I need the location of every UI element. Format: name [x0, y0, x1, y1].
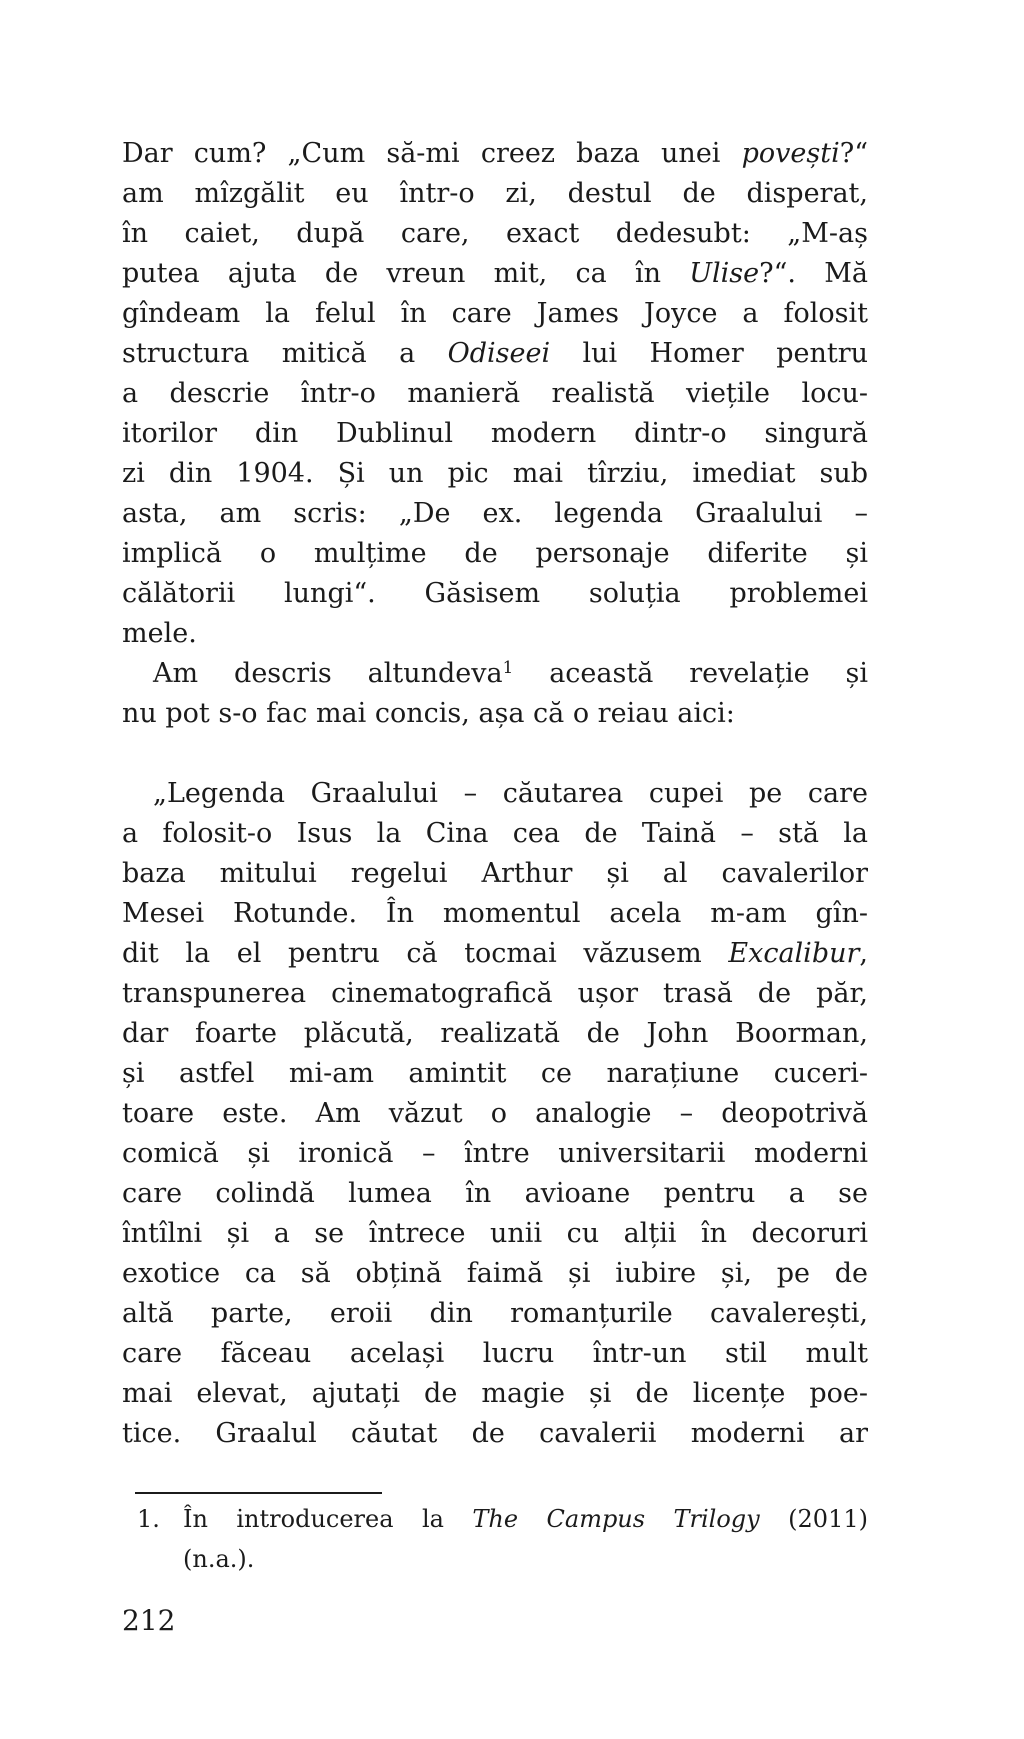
- text-segment: în caiet, după care, exact dedesubt: „M-aș: [122, 218, 868, 249]
- text-segment: care făceau același lucru într-un stil mult: [122, 1338, 868, 1369]
- text-segment: tice. Graalul căutat de cavalerii moderni ar: [122, 1418, 868, 1449]
- text-segment: comică și ironică – între universitarii moderni: [122, 1138, 868, 1169]
- text-segment: În introducerea la: [183, 1505, 473, 1533]
- text-line: [122, 1174, 868, 1214]
- text-line: [122, 694, 868, 734]
- text-segment: Dar cum? „Cum să-mi creez baza unei: [122, 138, 742, 169]
- paragraph-spacer: [122, 734, 868, 774]
- text-segment: și astfel mi-am amintit ce narațiune cuceri-: [122, 1058, 868, 1089]
- page-number: 212: [122, 1604, 176, 1637]
- text-segment: toare este. Am văzut o analogie – deopotrivă: [122, 1098, 868, 1129]
- text-line: [122, 1094, 868, 1134]
- text-segment: ?“. Mă: [759, 258, 868, 289]
- italic-text: povești: [741, 138, 840, 169]
- text-line: [122, 1414, 868, 1454]
- text-line: [122, 854, 868, 894]
- italic-text: Ulise: [689, 258, 760, 289]
- text-segment: dit la el pentru că tocmai văzusem: [122, 938, 729, 969]
- text-line: [122, 494, 868, 534]
- text-segment: călătorii lungi“. Găsisem soluția problemei: [122, 578, 868, 609]
- text-line: [122, 334, 868, 374]
- footnote-reference-superscript: 1: [502, 656, 514, 677]
- text-line: [122, 1134, 868, 1174]
- text-segment: mele.: [122, 618, 197, 649]
- text-line: [122, 1294, 868, 1334]
- text-line: [122, 1054, 868, 1094]
- text-line: [122, 454, 868, 494]
- text-line: [122, 934, 868, 974]
- text-segment: întîlni și a se întrece unii cu alții în decoruri: [122, 1218, 868, 1249]
- text-segment: zi din 1904. Și un pic mai tîrziu, imediat sub: [122, 458, 868, 489]
- text-segment: ,: [859, 938, 868, 969]
- text-segment: asta, am scris: „De ex. legenda Graalului –: [122, 498, 868, 529]
- text-segment: această revelație și: [513, 658, 868, 689]
- text-segment: lui Homer pentru: [550, 338, 868, 369]
- text-line: [122, 894, 868, 934]
- text-line: [122, 774, 868, 814]
- text-segment: Mesei Rotunde. În momentul acela m-am gîn-: [122, 898, 868, 929]
- text-segment: itorilor din Dublinul modern dintr-o singură: [122, 418, 868, 449]
- footnote-separator-rule: [135, 1492, 382, 1494]
- text-segment: transpunerea cinematografică ușor trasă de păr,: [122, 978, 868, 1009]
- text-segment: dar foarte plăcută, realizată de John Boorman,: [122, 1018, 868, 1049]
- text-line: [122, 374, 868, 414]
- text-line: [122, 1214, 868, 1254]
- text-line: [122, 1014, 868, 1054]
- text-line: [122, 174, 868, 214]
- body-text-block: [122, 134, 868, 1454]
- text-line: [122, 1374, 868, 1414]
- text-line: [122, 814, 868, 854]
- text-segment: nu pot s-o fac mai concis, așa că o reiau aici:: [122, 698, 735, 729]
- italic-text: Odiseei: [447, 338, 551, 369]
- text-segment: (n.a.).: [183, 1545, 255, 1573]
- text-segment: „Legenda Graalului – căutarea cupei pe care: [153, 778, 868, 809]
- text-line: [122, 134, 868, 174]
- text-segment: structura mitică a: [122, 338, 448, 369]
- footnote-line: [137, 1539, 868, 1579]
- italic-text: The Campus Trilogy: [472, 1505, 760, 1533]
- text-segment: a folosit-o Isus la Cina cea de Taină – stă la: [122, 818, 868, 849]
- text-line: [122, 214, 868, 254]
- italic-text: Excalibur: [728, 938, 860, 969]
- text-segment: a descrie într-o manieră realistă viețile locu-: [122, 378, 868, 409]
- text-line: [122, 254, 868, 294]
- text-segment: gîndeam la felul în care James Joyce a folosit: [122, 298, 868, 329]
- text-segment: baza mitului regelui Arthur și al cavalerilor: [122, 858, 868, 889]
- text-segment: altă parte, eroii din romanțurile cavalerești,: [122, 1298, 868, 1329]
- footnote-line: [137, 1499, 868, 1539]
- text-line: [122, 654, 868, 694]
- text-segment: mai elevat, ajutați de magie și de licențe poe-: [122, 1378, 868, 1409]
- text-line: [122, 1254, 868, 1294]
- text-line: [122, 574, 868, 614]
- footnote-number: 1.: [137, 1505, 160, 1533]
- text-line: [122, 534, 868, 574]
- text-line: [122, 614, 868, 654]
- text-line: [122, 974, 868, 1014]
- text-segment: care colindă lumea în avioane pentru a se: [122, 1178, 868, 1209]
- text-segment: exotice ca să obțină faimă și iubire și, pe de: [122, 1258, 868, 1289]
- text-segment: (2011): [759, 1505, 868, 1533]
- text-line: [122, 414, 868, 454]
- text-line: [122, 1334, 868, 1374]
- text-segment: Am descris altundeva: [153, 658, 503, 689]
- text-segment: putea ajuta de vreun mit, ca în: [122, 258, 690, 289]
- text-segment: implică o mulțime de personaje diferite și: [122, 538, 868, 569]
- text-segment: ?“: [839, 138, 868, 169]
- footnote: [137, 1499, 868, 1579]
- text-line: [122, 294, 868, 334]
- text-segment: am mîzgălit eu într-o zi, destul de disperat,: [122, 178, 868, 209]
